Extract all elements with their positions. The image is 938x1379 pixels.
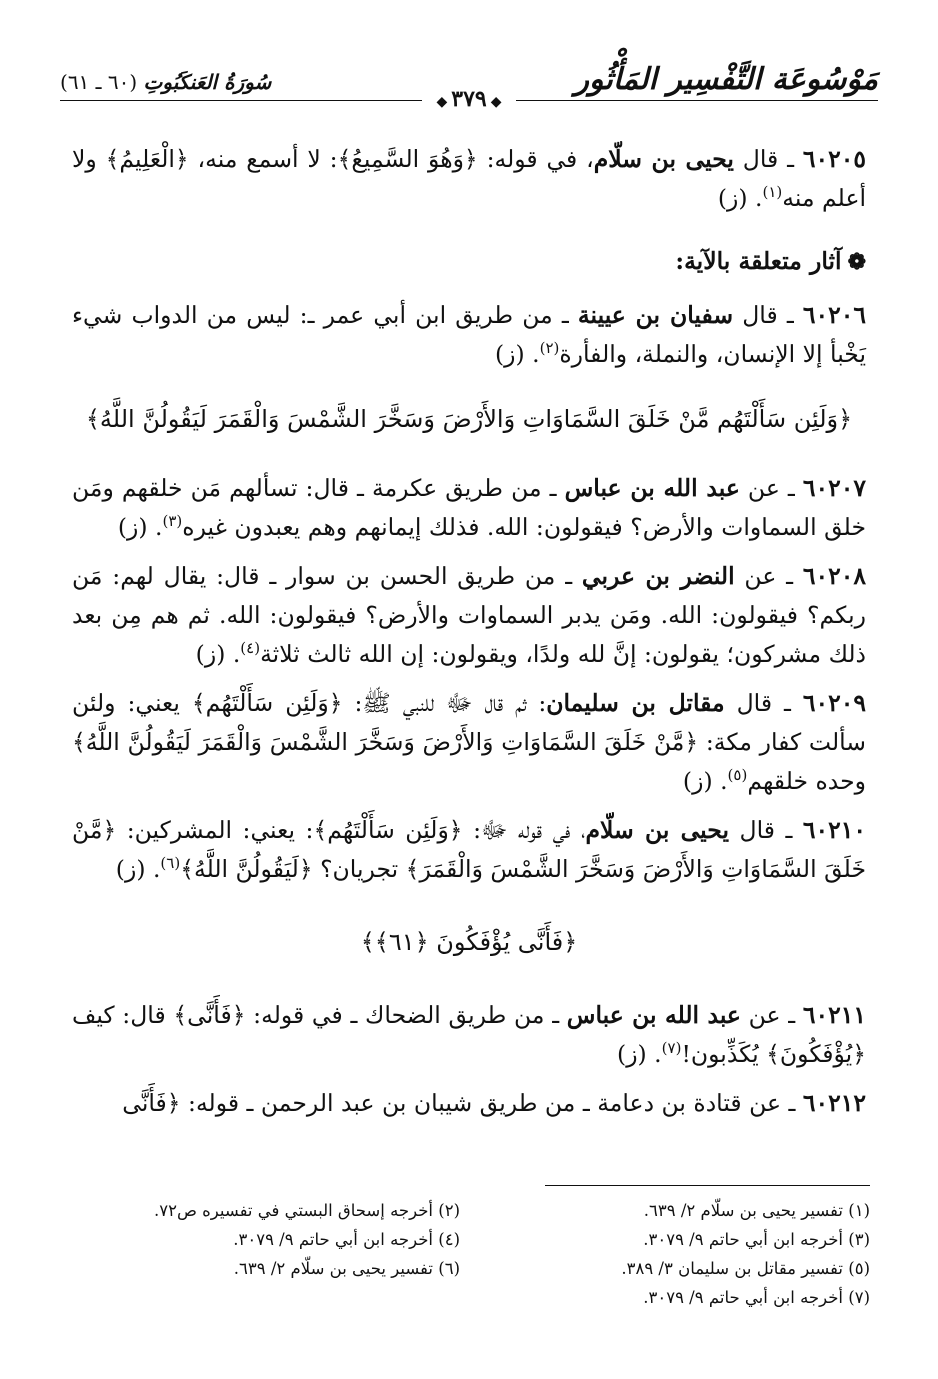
entry-text: تجريان؟ [312,855,406,883]
narrator-name: مقاتل بن سليمان [546,689,725,717]
ornament-icon: ◆ [436,94,448,110]
page-body [72,140,866,1133]
entry-text: وحده خلقهم [747,767,866,795]
entry-number: ٦٠٢١١ [802,1001,866,1029]
narrator-name: يحيى بن سلّام [593,145,734,173]
entry-text: ـ قال [733,145,803,173]
footnote: (٣) أخرجه ابن أبي حاتم ٩/ ٣٠٧٩. [643,1230,870,1249]
entry-text: ـ من طريق ابن أبي عمر ـ: ليس من الدواب شيء يَخْبأ إلا الإنسان، والنملة، والفأرة [72,301,866,368]
narrator-name: يحيى بن سلّام [585,816,729,844]
footnote-ref: (٥) [727,766,748,785]
entry-source-mark: . (ز) [617,1040,662,1068]
quran-quote: ﴿مَّنْ خَلَقَ السَّمَاوَاتِ وَالأَرْضَ وَسَخَّرَ الشَّمْسَ وَالْقَمَرَ﴾ [72,816,866,883]
footnote: (٢) أخرجه إسحاق البستي في تفسيره ص٧٢. [153,1201,460,1220]
entry-number: ٦٠٢٠٩ [802,689,866,717]
entry-source-mark: . (ز) [682,767,728,795]
entry-text: يُكَذِّبون! [681,1040,767,1068]
footnote-ref: (٢) [539,339,560,358]
quran-quote: ﴿لَيَقُولُنَّ اللَّهُ﴾ [180,855,313,883]
entry-text: ـ من طريق عكرمة ـ قال: تسألهم مَن خلقهم ومَن خلق السماوات والأرض؟ فيقولون: الله. فذلك إيمانهم وهم يعبدون غيره [72,474,866,541]
narrator-name: سفيان بن عيينة [577,301,734,329]
entry-text: ـ من طريق الضحاك ـ في قوله: [245,1001,567,1029]
athar-entry [72,996,866,1074]
narrator-name: عبد الله بن عباس [564,474,740,502]
entry-source-mark: . (ز) [717,184,763,212]
entry-text: ـ عن [734,562,803,590]
entry-text: ـ عن [740,1001,803,1029]
quran-quote: ﴿فَأَنَّى [122,1089,181,1117]
entry-text: : لا أسمع منه، [188,145,338,173]
page-number-text: ٣٧٩ [451,86,487,112]
footnote: (٤) أخرجه ابن أبي حاتم ٩/ ٣٠٧٩. [233,1230,460,1249]
footnote-ref: (٣) [162,512,183,531]
ornament-icon: ◆ [490,94,502,110]
entry-number: ٦٠٢٠٧ [802,474,866,502]
entry-number: ٦٠٢٠٨ [802,562,866,590]
entry-text: : يعني: المشركين: [116,816,314,844]
athar-entry [72,1084,866,1123]
flower-ornament-icon: ❁ [847,249,866,275]
entry-text: : ثم قال ﷻ للنبي ﷺ: [342,689,547,717]
ayah-range: (٦٠ ـ ٦١) [60,70,138,94]
surah-name: سُورَةُ العَنكَبُوتِ [143,70,272,94]
entry-text: ـ قال [733,301,803,329]
footnote-ref: (٤) [240,639,261,658]
page-number [422,86,515,112]
footnote-ref: (٧) [661,1039,682,1058]
footnote-ref: (١) [762,183,783,202]
entry-text: ـ عن [739,474,803,502]
entry-text: ولا أعلم منه [72,145,866,212]
entry-text: ـ من طريق الحسن بن سوار ـ قال: يقال لهم: مَن ربكم؟ فيقولون: الله. ومَن يدبر السماوات والأرض؟ فيقولون: الله. ثم هم مِن بعد ذلك مشركون؛ يقولون: إنَّ لله ولدًا، ويقولون: إن الله ثالث ثلاثة [72,562,866,668]
entry-source-mark: . (ز) [195,640,241,668]
quran-quote: ﴿وَلَئِن سَأَلْتَهُم﴾ [191,689,343,717]
entry-number: ٦٠٢٠٥ [802,145,866,173]
footnotes-right-column [470,1196,870,1312]
athar-entry [72,469,866,547]
athar-entry [72,296,866,374]
footnote: (٥) تفسير مقاتل بن سليمان ٣/ ٣٨٩. [621,1259,870,1278]
section-heading [72,242,866,282]
athar-entry [72,811,866,889]
entry-text: ـ قال [728,816,803,844]
quran-quote: ﴿يُؤْفَكُونَ﴾ [766,1040,866,1068]
entry-source-mark: . (ز) [117,513,163,541]
quran-quote: ﴿وَلَئِن سَأَلْتَهُم﴾ [313,816,463,844]
entry-text: ، في قوله: [477,145,594,173]
narrator-name: النضر بن عربي [581,562,735,590]
entry-text: ، في قوله ﷻ: [462,816,586,844]
footnote: (٧) أخرجه ابن أبي حاتم ٩/ ٣٠٧٩. [643,1288,870,1307]
athar-entry [72,140,866,218]
quran-quote: ﴿مَّنْ خَلَقَ السَّمَاوَاتِ وَالأَرْضَ وَسَخَّرَ الشَّمْسَ وَالْقَمَرَ لَيَقُولُنَّ اللَّهُ﴾ [72,728,699,756]
verse-heading: ﴿فَأَنَّى يُؤْفَكُونَ ﴿٦١﴾﴾ [360,928,578,956]
narrator-name: عبد الله بن عباس [566,1001,741,1029]
quran-quote: ﴿الْعَلِيمُ﴾ [105,145,189,173]
footnotes-left-column [60,1196,460,1283]
quran-quote: ﴿وَهُوَ السَّمِيعُ﴾ [337,145,478,173]
entry-source-mark: . (ز) [115,855,161,883]
footnote: (١) تفسير يحيى بن سلّام ٢/ ٦٣٩. [643,1201,870,1220]
entry-text: يعني: ولئن سألت كفار مكة: [72,689,866,756]
section-heading-text: آثار متعلقة بالآية: [675,247,842,275]
entry-text: ـ قال [724,689,803,717]
entry-number: ٦٠٢٠٦ [802,301,867,329]
entry-text: ـ عن قتادة بن دعامة ـ من طريق شيبان بن عبد الرحمن ـ قوله: [180,1089,803,1117]
entry-source-mark: . (ز) [494,340,540,368]
footnote-ref: (٦) [160,854,181,873]
athar-entry [72,557,866,674]
entry-text: قال: كيف [72,1001,174,1029]
entry-number: ٦٠٢١٢ [802,1089,866,1117]
footnote-separator [545,1185,870,1186]
entry-number: ٦٠٢١٠ [802,816,866,844]
athar-entry [72,684,866,801]
book-title: مَوْسُوعَة التَّفْسِير المَأْثُور [574,62,878,97]
verse-heading: ﴿وَلَئِن سَأَلْتَهُم مَّنْ خَلَقَ السَّمَاوَاتِ وَالأَرْضَ وَسَخَّرَ الشَّمْسَ وَالْقَمَرَ لَيَقُولُنَّ اللَّهُ﴾ [85,405,853,433]
footnote: (٦) تفسير يحيى بن سلّام ٢/ ٦٣٩. [233,1259,460,1278]
quran-quote: ﴿فَأَنَّى﴾ [173,1001,246,1029]
